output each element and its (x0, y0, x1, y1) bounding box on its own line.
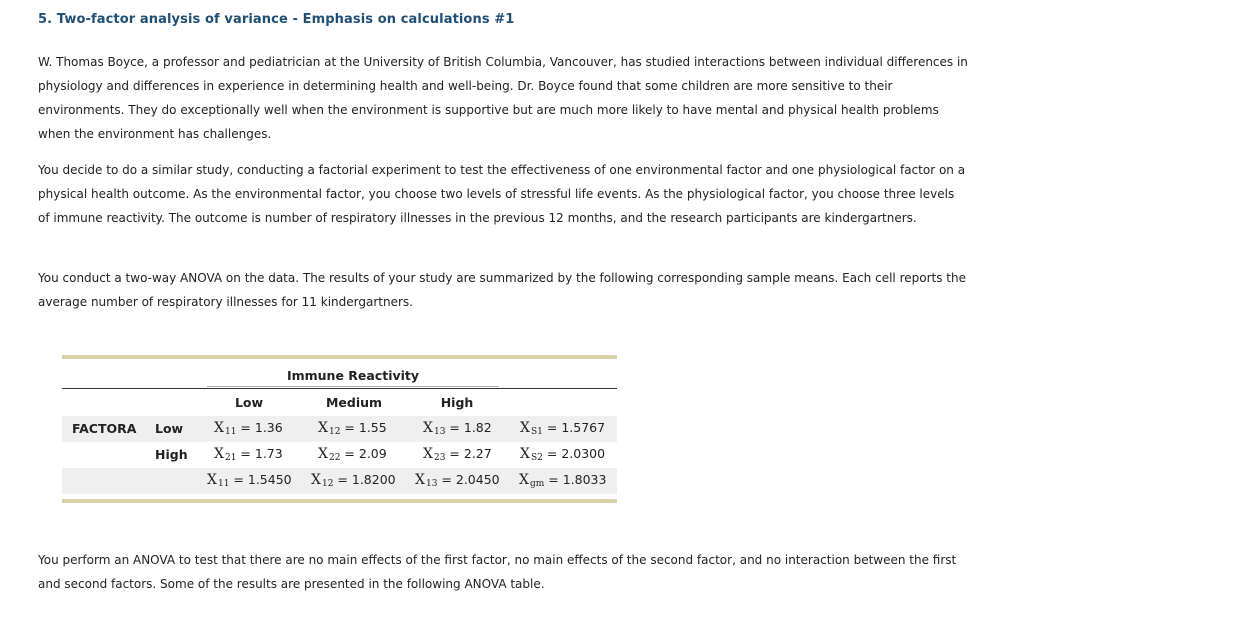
col-header-high: High (440, 395, 474, 410)
mean-cell-22: $X_{22} = 2.09$ (318, 446, 387, 463)
column-factor-title: Immune Reactivity (286, 368, 420, 383)
row-level-low: Low (155, 421, 184, 436)
sample-means-table (62, 355, 617, 505)
table-bottom-rule (62, 499, 617, 503)
mean-cell-11: $X_{11} = 1.36$ (214, 420, 283, 437)
col-header-medium: Medium (325, 395, 383, 410)
column-mean-high: $X_{13} = 2.0450$ (415, 472, 500, 489)
intro-paragraph: W. Thomas Boyce, a professor and pediatrician at the University of British Columbia, Vancouver, has studied interactions between individual differences in physiology and differences in experience in determining health and well-being. Dr. Boyce found that some children are more sensitive to their environments. They do exceptionally well when the environment is supportive but are much more likely to have mental and physical health problems when the environment has challenges. (38, 55, 968, 141)
mean-cell-13: $X_{13} = 1.82$ (423, 420, 492, 437)
row-level-high: High (155, 447, 188, 462)
study-design-paragraph: You decide to do a similar study, conducting a factorial experiment to test the effectiveness of one environmental factor and one physiological factor on a physical health outcome. As the environmental factor, you choose two levels of stressful life events. As the physiological factor, you choose three levels of immune reactivity. The outcome is number of respiratory illnesses in the previous 12 months, and the research participants are kindergartners. (38, 163, 966, 225)
column-factor-underline (207, 386, 499, 387)
anova-paragraph: You perform an ANOVA to test that there are no main effects of the first factor, no main effects of the second factor, and no interaction between the first and second factors. Some of the results are presented in the following ANOVA table. (38, 553, 957, 591)
mean-cell-12: $X_{12} = 1.55$ (318, 420, 387, 437)
page-title: 5. Two-factor analysis of variance - Emphasis on calculations #1 (38, 12, 515, 27)
row-mean-s2: $X_{S2} = 2.0300$ (520, 446, 606, 463)
mean-cell-23: $X_{23} = 2.27$ (423, 446, 492, 463)
table-top-rule (62, 355, 617, 359)
results-paragraph: You conduct a two-way ANOVA on the data. The results of your study are summarized by the following corresponding sample means. Each cell reports the average number of respiratory illnesses for 11 kindergartners. (38, 271, 966, 309)
column-mean-low: $X_{11} = 1.5450$ (207, 472, 292, 489)
column-mean-medium: $X_{12} = 1.8200$ (311, 472, 396, 489)
grand-mean: $X_{gm} = 1.8033$ (519, 472, 607, 489)
row-factor-label: FACTORA (72, 421, 137, 436)
header-rule (62, 388, 617, 389)
mean-cell-21: $X_{21} = 1.73$ (214, 446, 283, 463)
row-mean-s1: $X_{S1} = 1.5767$ (520, 420, 606, 437)
col-header-low: Low (234, 395, 264, 410)
